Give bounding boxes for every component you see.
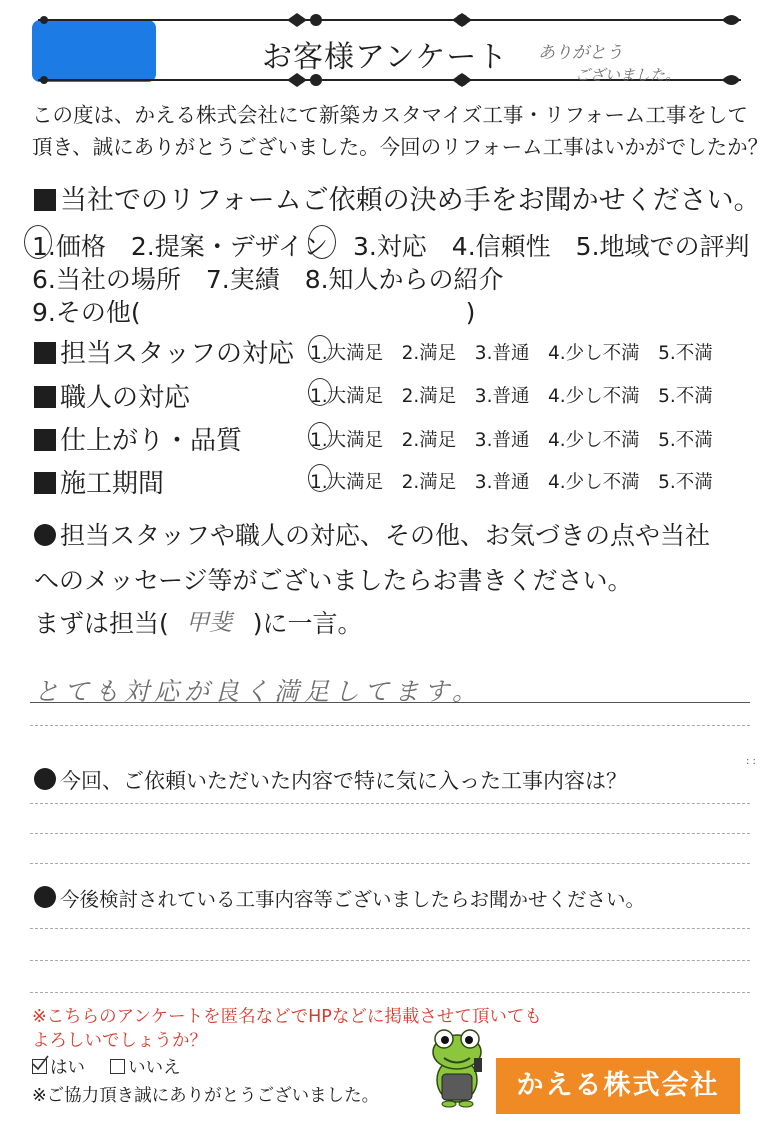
pencil-marks: : :: [746, 756, 756, 767]
rating-scale-craftsmen: 1.大満足 2.満足 3.普通 4.少し不満 5.不満: [310, 386, 713, 407]
circle-bullet-icon: [34, 524, 56, 546]
answer-line: [30, 702, 750, 703]
check-mark-icon: [31, 1055, 49, 1071]
circle-bullet-icon: [34, 886, 56, 908]
answer-line: [30, 863, 750, 864]
intro-line1: この度は、かえる株式会社にて新築カスタマイズ工事・リフォーム工事をして: [32, 103, 748, 127]
permission-line2: よろしいでしょうか？: [32, 1031, 207, 1051]
reasons-options-line1: 1.価格 2.提案・デザイン 3.対応 4.信頼性 5.地域での評判: [32, 232, 750, 261]
selection-circle-quality: [308, 422, 332, 450]
question-message-line2: へのメッセージ等がございましたらお書きください。: [34, 566, 633, 595]
survey-title: お客様アンケート: [262, 40, 509, 75]
rating-label-staff: 担当スタッフの対応: [34, 333, 294, 370]
checkbox-no[interactable]: [110, 1059, 125, 1074]
question-message-line3: まずは担当( )に一言。: [34, 609, 363, 638]
checkbox-yes[interactable]: [32, 1059, 47, 1074]
handwritten-thanks-line2: ございました。: [575, 66, 681, 84]
selection-circle-reason-3: [308, 225, 336, 259]
question-reasons-label: 当社でのリフォームご依頼の決め手をお聞かせください。: [60, 185, 761, 216]
question-favorite: 今回、ご依頼いただいた内容で特に気に入った工事内容は？: [34, 765, 627, 795]
rating-scale-staff: 1.大満足 2.満足 3.普通 4.少し不満 5.不満: [310, 343, 713, 364]
square-bullet-icon: [34, 342, 56, 364]
reasons-options-line2: 6.当社の場所 7.実績 8.知人からの紹介: [32, 265, 504, 294]
answer-line: [30, 992, 750, 993]
yes-label: はい: [50, 1058, 85, 1078]
answer-line: [30, 833, 750, 834]
selection-circle-reason-1: [24, 225, 52, 259]
handwritten-comment: とても対応が良く満足してます。: [34, 677, 483, 706]
circle-bullet-icon: [34, 768, 56, 790]
company-logo: かえる株式会社: [496, 1058, 740, 1114]
selection-circle-period: [308, 464, 332, 492]
reasons-options-line3: 9.その他( ): [32, 298, 476, 327]
no-label: いいえ: [128, 1058, 181, 1078]
rating-scale-quality: 1.大満足 2.満足 3.普通 4.少し不満 5.不満: [310, 430, 713, 451]
handwritten-staff-name: 甲斐: [186, 610, 232, 636]
question-message-line1: 担当スタッフや職人の対応、その他、お気づきの点や当社: [34, 516, 710, 552]
square-bullet-icon: [34, 189, 56, 211]
permission-choices: [32, 1054, 181, 1079]
rating-scale-period: 1.大満足 2.満足 3.普通 4.少し不満 5.不満: [310, 472, 713, 493]
selection-circle-staff: [308, 335, 332, 363]
frog-mascot-icon: [422, 1028, 492, 1108]
square-bullet-icon: [34, 429, 56, 451]
square-bullet-icon: [34, 472, 56, 494]
rating-label-quality: 仕上がり・品質: [34, 420, 242, 457]
answer-line: [30, 725, 750, 726]
answer-line: [30, 960, 750, 961]
permission-line1: ※こちらのアンケートを匿名などでHPなどに掲載させて頂いても: [32, 1007, 542, 1027]
intro-line2: 頂き、誠にありがとうございました。今回のリフォーム工事はいかがでしたか？: [32, 135, 769, 159]
rating-label-period: 施工期間: [34, 463, 164, 500]
thanks-note: ※ご協力頂き誠にありがとうございました。: [32, 1086, 380, 1106]
answer-line: [30, 928, 750, 929]
question-reasons: [34, 178, 761, 217]
handwritten-thanks-line1: ありがとう: [538, 43, 623, 63]
rating-label-craftsmen: 職人の対応: [34, 377, 190, 414]
answer-line: [30, 803, 750, 804]
square-bullet-icon: [34, 386, 56, 408]
selection-circle-craftsmen: [308, 378, 332, 406]
question-future: 今後検討されている工事内容等ございましたらお聞かせください。: [34, 884, 645, 912]
